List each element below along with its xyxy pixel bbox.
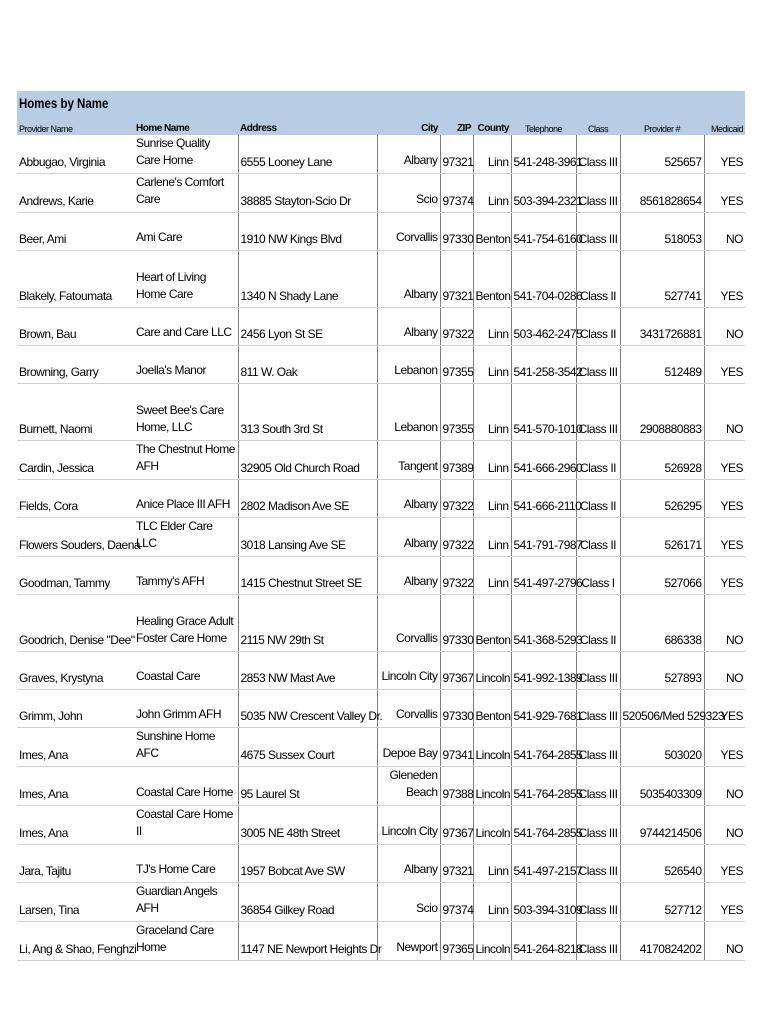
- cell-provider-name: Imes, Ana: [17, 806, 134, 845]
- cell-address: 2456 Lyon St SE: [238, 308, 377, 346]
- cell-provider-num: 526295: [620, 480, 704, 518]
- cell-county: Linn: [473, 845, 511, 883]
- cell-home-name: Coastal Care: [134, 652, 238, 690]
- cell-provider-num: 4170824202: [620, 922, 704, 961]
- cell-zip: 97367: [440, 652, 473, 690]
- cell-provider-name: Jara, Tajitu: [17, 845, 134, 883]
- table-row: [17, 728, 745, 767]
- cell-home-name: Guardian Angels AFH: [134, 883, 238, 922]
- col-header-medicaid: Medicaid: [710, 124, 743, 134]
- cell-city: Newport: [377, 922, 440, 961]
- cell-medicaid: YES: [704, 441, 745, 480]
- cell-provider-num: 503020: [620, 728, 704, 767]
- cell-provider-num: 512489: [620, 346, 704, 384]
- cell-class: Class III: [576, 728, 620, 767]
- cell-provider-num: 2908880883: [620, 384, 704, 441]
- cell-telephone: 541-754-6160: [511, 213, 576, 251]
- cell-county: Linn: [473, 308, 511, 346]
- cell-provider-name: Grimm, John: [17, 690, 134, 728]
- cell-address: 811 W. Oak: [238, 346, 377, 384]
- cell-medicaid: NO: [704, 595, 745, 652]
- cell-medicaid: YES: [704, 251, 745, 308]
- cell-home-name: Graceland Care Home: [134, 922, 238, 961]
- cell-address: 313 South 3rd St: [238, 384, 377, 441]
- col-header-telephone: Telephone: [524, 124, 563, 134]
- cell-city: Corvallis: [377, 595, 440, 652]
- cell-telephone: 541-764-2855: [511, 728, 576, 767]
- cell-medicaid: YES: [704, 480, 745, 518]
- cell-medicaid: NO: [704, 652, 745, 690]
- cell-class: Class III: [576, 845, 620, 883]
- cell-provider-name: Li, Ang & Shao, Fenghzi: [17, 922, 134, 961]
- cell-provider-name: Imes, Ana: [17, 728, 134, 767]
- table-row: [17, 384, 745, 441]
- cell-provider-num: 527712: [620, 883, 704, 922]
- cell-provider-num: 518053: [620, 213, 704, 251]
- cell-telephone: 541-992-1389: [511, 652, 576, 690]
- cell-address: 3005 NE 48th Street: [238, 806, 377, 845]
- cell-class: Class III: [576, 174, 620, 213]
- cell-provider-name: Beer, Ami: [17, 213, 134, 251]
- cell-medicaid: YES: [704, 690, 745, 728]
- col-header-address: Address: [240, 123, 277, 134]
- cell-zip: 97322: [440, 480, 473, 518]
- cell-county: Benton: [473, 251, 511, 308]
- cell-provider-name: Graves, Krystyna: [17, 652, 134, 690]
- cell-provider-num: 527066: [620, 557, 704, 595]
- table-row: [17, 174, 745, 213]
- cell-zip: 97330: [440, 595, 473, 652]
- cell-county: Linn: [473, 557, 511, 595]
- cell-home-name: Sunshine Home AFC: [134, 728, 238, 767]
- col-header-zip: ZIP: [456, 123, 471, 134]
- cell-class: Class III: [576, 690, 620, 728]
- cell-home-name: TJ's Home Care: [134, 845, 238, 883]
- cell-county: Linn: [473, 174, 511, 213]
- cell-county: Linn: [473, 384, 511, 441]
- cell-provider-name: Abbugao, Virginia: [17, 135, 134, 174]
- cell-county: Lincoln: [473, 728, 511, 767]
- table-row: [17, 441, 745, 480]
- cell-provider-name: Andrews, Karie: [17, 174, 134, 213]
- cell-county: Linn: [473, 518, 511, 557]
- cell-medicaid: YES: [704, 346, 745, 384]
- cell-home-name: Sweet Bee's Care Home, LLC: [134, 384, 238, 441]
- cell-telephone: 541-368-5293: [511, 595, 576, 652]
- cell-class: Class II: [576, 595, 620, 652]
- cell-provider-num: 526928: [620, 441, 704, 480]
- table-row: [17, 518, 745, 557]
- cell-provider-name: Goodman, Tammy: [17, 557, 134, 595]
- cell-telephone: 503-394-2321: [511, 174, 576, 213]
- cell-home-name: Carlene's Comfort Care: [134, 174, 238, 213]
- header-row: [17, 119, 745, 135]
- cell-provider-name: Fields, Cora: [17, 480, 134, 518]
- cell-city: Tangent: [377, 441, 440, 480]
- cell-telephone: 541-704-0286: [511, 251, 576, 308]
- cell-address: 2853 NW Mast Ave: [238, 652, 377, 690]
- cell-city: Scio: [377, 883, 440, 922]
- cell-telephone: 503-394-3109: [511, 883, 576, 922]
- cell-telephone: 541-929-7681: [511, 690, 576, 728]
- cell-home-name: Ami Care: [134, 213, 238, 251]
- cell-medicaid: YES: [704, 518, 745, 557]
- cell-home-name: Coastal Care Home: [134, 767, 238, 806]
- cell-provider-num: 9744214506: [620, 806, 704, 845]
- cell-county: Benton: [473, 213, 511, 251]
- cell-medicaid: YES: [704, 845, 745, 883]
- cell-zip: 97330: [440, 213, 473, 251]
- cell-address: 4675 Sussex Court: [238, 728, 377, 767]
- table-row: [17, 251, 745, 308]
- cell-provider-num: 527893: [620, 652, 704, 690]
- cell-city: Albany: [377, 135, 440, 174]
- cell-telephone: 541-248-3961: [511, 135, 576, 174]
- table-row: [17, 480, 745, 518]
- cell-city: Lincoln City: [377, 806, 440, 845]
- table-row: [17, 308, 745, 346]
- table-row: [17, 883, 745, 922]
- table-row: [17, 346, 745, 384]
- cell-county: Linn: [473, 480, 511, 518]
- cell-zip: 97321: [440, 135, 473, 174]
- cell-home-name: Heart of Living Home Care: [134, 251, 238, 308]
- cell-zip: 97365: [440, 922, 473, 961]
- cell-class: Class III: [576, 213, 620, 251]
- cell-address: 95 Laurel St: [238, 767, 377, 806]
- cell-home-name: Anice Place III AFH: [134, 480, 238, 518]
- cell-provider-name: Burnett, Naomi: [17, 384, 134, 441]
- cell-medicaid: NO: [704, 767, 745, 806]
- cell-medicaid: YES: [704, 883, 745, 922]
- cell-class: Class III: [576, 883, 620, 922]
- cell-provider-name: Goodrich, Denise "Dee": [17, 595, 134, 652]
- cell-zip: 97322: [440, 308, 473, 346]
- table-row: [17, 135, 745, 174]
- table-row: [17, 806, 745, 845]
- cell-provider-num: 5035403309: [620, 767, 704, 806]
- cell-zip: 97322: [440, 557, 473, 595]
- cell-provider-name: Blakely, Fatoumata: [17, 251, 134, 308]
- cell-city: Corvallis: [377, 213, 440, 251]
- cell-address: 6555 Looney Lane: [238, 135, 377, 174]
- cell-county: Linn: [473, 346, 511, 384]
- cell-county: Lincoln: [473, 767, 511, 806]
- cell-city: Depoe Bay: [377, 728, 440, 767]
- cell-address: 38885 Stayton-Scio Dr: [238, 174, 377, 213]
- cell-zip: 97389: [440, 441, 473, 480]
- table-row: [17, 767, 745, 806]
- cell-zip: 97355: [440, 384, 473, 441]
- cell-county: Benton: [473, 595, 511, 652]
- cell-city: Lebanon: [377, 384, 440, 441]
- cell-address: 5035 NW Crescent Valley Dr.: [238, 690, 377, 728]
- cell-medicaid: YES: [704, 174, 745, 213]
- cell-telephone: 541-791-7987: [511, 518, 576, 557]
- cell-medicaid: NO: [704, 213, 745, 251]
- cell-city: Albany: [377, 308, 440, 346]
- cell-home-name: Care and Care LLC: [134, 308, 238, 346]
- cell-zip: 97374: [440, 883, 473, 922]
- cell-city: Albany: [377, 518, 440, 557]
- cell-provider-num: 8561828654: [620, 174, 704, 213]
- table-row: [17, 922, 745, 961]
- cell-medicaid: NO: [704, 922, 745, 961]
- cell-class: Class II: [576, 518, 620, 557]
- cell-class: Class III: [576, 346, 620, 384]
- cell-telephone: 503-462-2475: [511, 308, 576, 346]
- cell-home-name: Healing Grace Adult Foster Care Home: [134, 595, 238, 652]
- cell-address: 1147 NE Newport Heights Dr: [238, 922, 377, 961]
- cell-city: Gleneden Beach: [377, 767, 440, 806]
- cell-provider-num: 686338: [620, 595, 704, 652]
- cell-home-name: Sunrise Quality Care Home: [134, 135, 238, 174]
- cell-city: Lebanon: [377, 346, 440, 384]
- cell-provider-num: 526171: [620, 518, 704, 557]
- table-row: [17, 845, 745, 883]
- cell-address: 2115 NW 29th St: [238, 595, 377, 652]
- table-row: [17, 213, 745, 251]
- cell-home-name: The Chestnut Home AFH: [134, 441, 238, 480]
- cell-county: Lincoln: [473, 922, 511, 961]
- col-header-provider-name: Provider Name: [19, 124, 73, 134]
- table-row: [17, 595, 745, 652]
- cell-class: Class III: [576, 652, 620, 690]
- cell-county: Lincoln: [473, 652, 511, 690]
- cell-home-name: Coastal Care Home II: [134, 806, 238, 845]
- cell-class: Class III: [576, 806, 620, 845]
- cell-zip: 97355: [440, 346, 473, 384]
- cell-address: 32905 Old Church Road: [238, 441, 377, 480]
- cell-class: Class III: [576, 767, 620, 806]
- cell-telephone: 541-764-2855: [511, 767, 576, 806]
- cell-telephone: 541-497-2157: [511, 845, 576, 883]
- cell-home-name: TLC Elder Care LLC: [134, 518, 238, 557]
- col-header-city: City: [421, 123, 438, 134]
- cell-address: 2802 Madison Ave SE: [238, 480, 377, 518]
- cell-address: 36854 Gilkey Road: [238, 883, 377, 922]
- table-row: [17, 652, 745, 690]
- cell-county: Linn: [473, 441, 511, 480]
- cell-telephone: 541-666-2960: [511, 441, 576, 480]
- title-bar: [17, 91, 745, 119]
- cell-zip: 97330: [440, 690, 473, 728]
- cell-class: Class III: [576, 135, 620, 174]
- cell-home-name: Tammy's AFH: [134, 557, 238, 595]
- cell-telephone: 541-666-2110: [511, 480, 576, 518]
- cell-home-name: John Grimm AFH: [134, 690, 238, 728]
- cell-city: Albany: [377, 845, 440, 883]
- col-header-class: Class: [587, 124, 608, 134]
- cell-telephone: 541-570-1010: [511, 384, 576, 441]
- cell-provider-name: Cardin, Jessica: [17, 441, 134, 480]
- spreadsheet: [17, 91, 745, 961]
- cell-city: Albany: [377, 480, 440, 518]
- cell-zip: 97321: [440, 845, 473, 883]
- cell-home-name: Joella's Manor: [134, 346, 238, 384]
- cell-medicaid: YES: [704, 728, 745, 767]
- cell-medicaid: YES: [704, 557, 745, 595]
- cell-provider-name: Larsen, Tina: [17, 883, 134, 922]
- cell-county: Linn: [473, 883, 511, 922]
- cell-zip: 97322: [440, 518, 473, 557]
- cell-address: 1415 Chestnut Street SE: [238, 557, 377, 595]
- table-row: [17, 690, 745, 728]
- cell-zip: 97321: [440, 251, 473, 308]
- cell-provider-num: 525657: [620, 135, 704, 174]
- cell-class: Class II: [576, 251, 620, 308]
- cell-provider-name: Imes, Ana: [17, 767, 134, 806]
- cell-class: Class III: [576, 384, 620, 441]
- cell-provider-num: 520506/Med 529323: [620, 690, 704, 728]
- homes-table: [17, 119, 745, 961]
- col-header-provider-num: Provider #: [643, 124, 681, 134]
- cell-provider-num: 527741: [620, 251, 704, 308]
- cell-zip: 97367: [440, 806, 473, 845]
- cell-telephone: 541-497-2796: [511, 557, 576, 595]
- cell-provider-name: Brown, Bau: [17, 308, 134, 346]
- cell-zip: 97374: [440, 174, 473, 213]
- cell-county: Lincoln: [473, 806, 511, 845]
- cell-class: Class III: [576, 922, 620, 961]
- cell-medicaid: YES: [704, 135, 745, 174]
- cell-county: Benton: [473, 690, 511, 728]
- cell-county: Linn: [473, 135, 511, 174]
- cell-address: 1910 NW Kings Blvd: [238, 213, 377, 251]
- cell-provider-num: 3431726881: [620, 308, 704, 346]
- cell-class: Class II: [576, 308, 620, 346]
- cell-address: 3018 Lansing Ave SE: [238, 518, 377, 557]
- cell-telephone: 541-264-8218: [511, 922, 576, 961]
- cell-medicaid: NO: [704, 308, 745, 346]
- cell-address: 1957 Bobcat Ave SW: [238, 845, 377, 883]
- cell-zip: 97388: [440, 767, 473, 806]
- cell-telephone: 541-258-3542: [511, 346, 576, 384]
- cell-medicaid: NO: [704, 806, 745, 845]
- table-row: [17, 557, 745, 595]
- col-header-home-name: Home Name: [136, 123, 190, 134]
- cell-city: Albany: [377, 557, 440, 595]
- cell-telephone: 541-764-2855: [511, 806, 576, 845]
- col-header-county: County: [477, 123, 509, 134]
- cell-class: Class I: [576, 557, 620, 595]
- cell-city: Lincoln City: [377, 652, 440, 690]
- cell-city: Albany: [377, 251, 440, 308]
- cell-provider-name: Flowers Souders, Daena: [17, 518, 134, 557]
- cell-address: 1340 N Shady Lane: [238, 251, 377, 308]
- cell-class: Class II: [576, 480, 620, 518]
- cell-provider-name: Browning, Garry: [17, 346, 134, 384]
- cell-zip: 97341: [440, 728, 473, 767]
- cell-class: Class II: [576, 441, 620, 480]
- table-body: [17, 135, 745, 961]
- cell-city: Corvallis: [377, 690, 440, 728]
- page-title: Homes by Name: [19, 95, 109, 111]
- cell-city: Scio: [377, 174, 440, 213]
- cell-provider-num: 526540: [620, 845, 704, 883]
- cell-medicaid: NO: [704, 384, 745, 441]
